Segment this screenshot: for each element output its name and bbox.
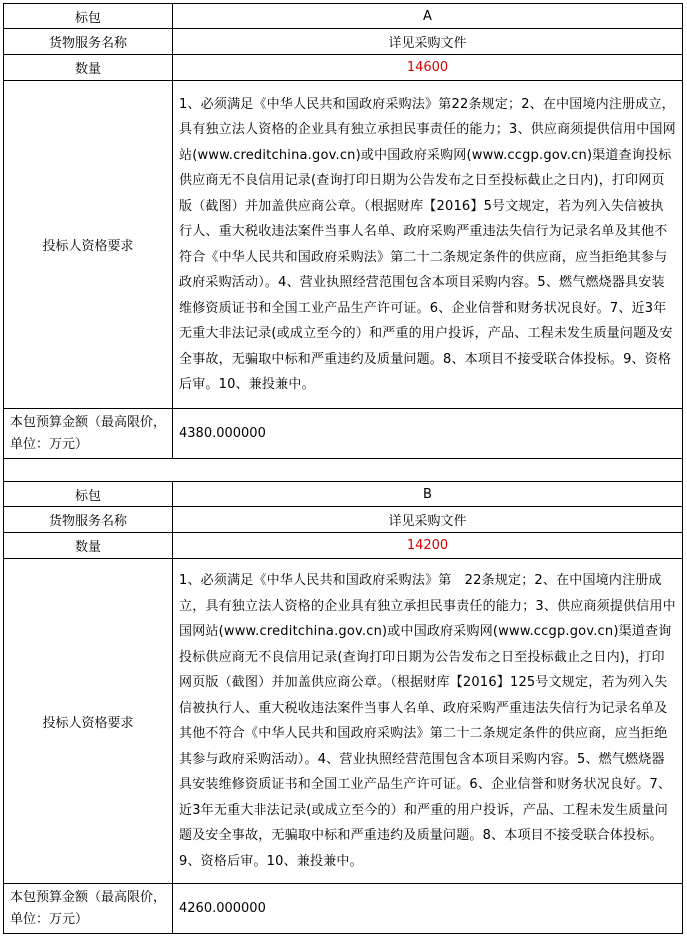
package-a-table [3, 3, 683, 459]
budget-value: 4380.000000 [173, 409, 683, 459]
budget-row [4, 409, 683, 459]
goods-row [4, 507, 683, 533]
goods-name: 详见采购文件 [173, 29, 683, 55]
quantity-row [4, 533, 683, 559]
requirements-row [4, 559, 683, 884]
requirements-text: 1、必须满足《中华人民共和国政府采购法》第22条规定；2、在中国境内注册成立，具有独立法人资格的企业具有独立承担民事责任的能力；3、供应商须提供信用中国网站(www.creditchina.gov.cn)或中国政府采购网(www.ccgp.gov.cn)渠道查询投标供应商无不良信用记录(查询打印日期为公告发布之日至投标截止之日内)，打印网页版（截图）并加盖供应商公章。（根据财库【2016】5号文规定，若为列入失信被执行人、重大税收违法案件当事人名单、政府采购严重违法失信行为记录名单及其他不符合《中华人民共和国政府采购法》第二十二条规定条件的供应商，应当拒绝其参与政府采购活动）。4、营业执照经营范围包含本项目采购内容。5、燃气燃烧器具安装维修资质证书和全国工业产品生产许可证。6、企业信誉和财务状况良好。7、近3年无重大非法记录(或成立至今的）和严重的用户投诉，产品、工程未发生质量问题及安全事故，无骗取中标和严重违约及质量问题。8、本项目不接受联合体投标。9、资格后审。10、兼投兼中。 [173, 81, 683, 409]
goods-label: 货物服务名称 [4, 507, 173, 533]
budget-label: 本包预算金额（最高限价，单位：万元） [4, 409, 173, 459]
quantity-value: 14600 [173, 55, 683, 81]
requirements-label: 投标人资格要求 [4, 559, 173, 884]
requirements-row [4, 81, 683, 409]
package-label: 标包 [4, 4, 173, 29]
table-separator [3, 457, 683, 481]
package-id: B [173, 482, 683, 507]
package-row [4, 4, 683, 29]
quantity-value: 14200 [173, 533, 683, 559]
package-row [4, 482, 683, 507]
quantity-label: 数量 [4, 55, 173, 81]
requirements-text: 1、必须满足《中华人民共和国政府采购法》第 22条规定；2、在中国境内注册成立，具有独立法人资格的企业具有独立承担民事责任的能力；3、供应商须提供信用中国网站(www.creditchina.gov.cn)或中国政府采购网(www.ccgp.gov.cn)渠道查询投标供应商无不良信用记录(查询打印日期为公告发布之日至投标截止之日内)，打印网页版（截图）并加盖供应商公章。（根据财库【2016】125号文规定，若为列入失信被执行人、重大税收违法案件当事人名单、政府采购严重违法失信行为记录名单及其他不符合《中华人民共和国政府采购法》第二十二条规定条件的供应商，应当拒绝其参与政府采购活动）。4、营业执照经营范围包含本项目采购内容。5、燃气燃烧器具安装维修资质证书和全国工业产品生产许可证。6、企业信誉和财务状况良好。7、近3年无重大非法记录(或成立至今的）和严重的用户投诉，产品、工程未发生质量问题及安全事故，无骗取中标和严重违约及质量问题。8、本项目不接受联合体投标。9、资格后审。10、兼投兼中。 [173, 559, 683, 884]
budget-value: 4260.000000 [173, 884, 683, 934]
package-b-table [3, 481, 683, 934]
quantity-label: 数量 [4, 533, 173, 559]
budget-label: 本包预算金额（最高限价，单位：万元） [4, 884, 173, 934]
package-id: A [173, 4, 683, 29]
package-label: 标包 [4, 482, 173, 507]
goods-row [4, 29, 683, 55]
budget-row [4, 884, 683, 934]
goods-label: 货物服务名称 [4, 29, 173, 55]
quantity-row [4, 55, 683, 81]
goods-name: 详见采购文件 [173, 507, 683, 533]
requirements-label: 投标人资格要求 [4, 81, 173, 409]
